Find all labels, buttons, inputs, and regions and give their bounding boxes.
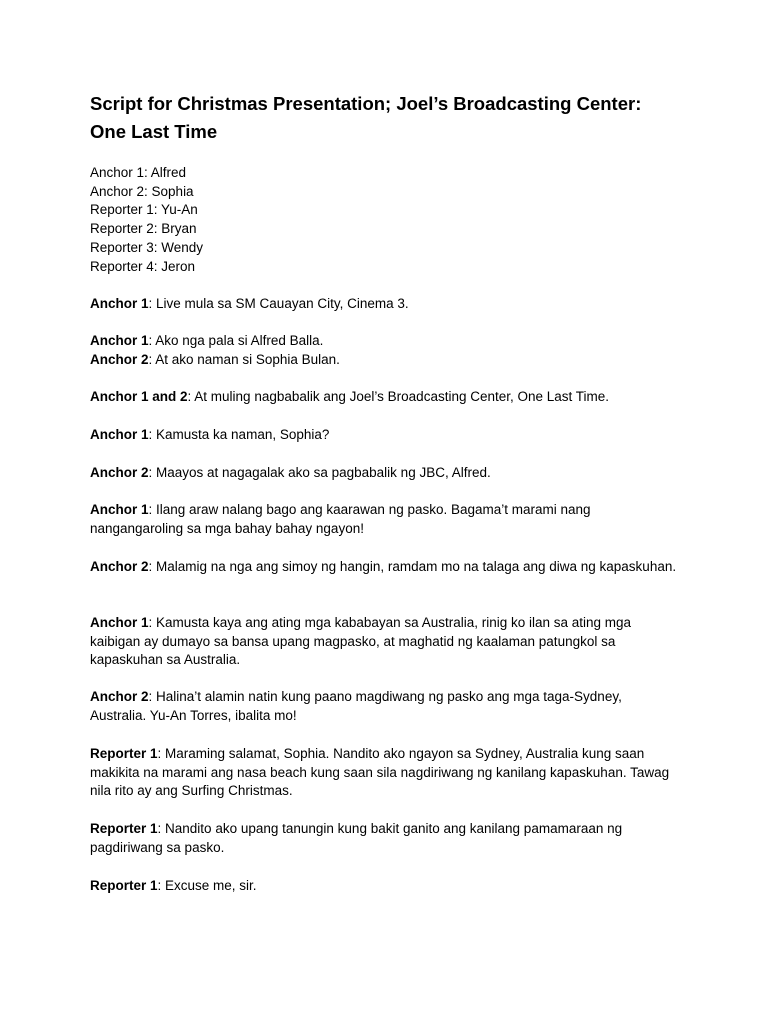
cast-item: Reporter 2: Bryan: [90, 221, 197, 237]
script-line: [90, 745, 680, 801]
speaker-name: Reporter 1: [90, 878, 158, 893]
cast-item: Anchor 2: Sophia: [90, 183, 194, 199]
speaker-name: Reporter 1: [90, 821, 158, 836]
speaker-name: Anchor 2: [90, 465, 149, 480]
line-text: : Excuse me, sir.: [157, 878, 257, 893]
cast-item: Reporter 3: Wendy: [90, 239, 204, 255]
speaker-name: Anchor 2: [90, 689, 149, 704]
cast-list: [90, 164, 203, 276]
speaker-name: Anchor 1: [90, 615, 149, 630]
line-text: : Kamusta ka naman, Sophia?: [148, 427, 330, 442]
script-line: [90, 558, 680, 577]
line-text: : Halina’t alamin natin kung paano magdiwang ng pasko ang mga taga-Sydney, Australia. Yu-An Torres, ibalita mo!: [90, 689, 622, 723]
script-line: [90, 820, 680, 857]
line-text: : Ako nga pala si Alfred Balla.: [148, 333, 324, 348]
speaker-name: Anchor 2: [90, 559, 149, 574]
line-text: : Nandito ako upang tanungin kung bakit ganito ang kanilang pamamaraan ng pagdiriwang sa pasko.: [90, 821, 623, 855]
line-text: : Ilang araw nalang bago ang kaarawan ng pasko. Bagama’t marami nang nangangaroling sa mga bahay bahay ngayon!: [90, 502, 591, 536]
speaker-name: Anchor 2: [90, 352, 149, 367]
script-line: [90, 351, 680, 370]
script-line: [90, 877, 680, 896]
speaker-name: Reporter 1: [90, 746, 158, 761]
speaker-name: Anchor 1: [90, 296, 149, 311]
document-title: Script for Christmas Presentation; Joel’s Broadcasting Center: One Last Time: [90, 93, 642, 142]
speaker-name: Anchor 1: [90, 502, 149, 517]
line-text: : At ako naman si Sophia Bulan.: [148, 352, 340, 367]
script-line: [90, 426, 680, 445]
script-line: [90, 614, 680, 670]
line-text: : Live mula sa SM Cauayan City, Cinema 3.: [148, 296, 409, 311]
script-line: [90, 464, 680, 483]
line-text: : Maraming salamat, Sophia. Nandito ako ngayon sa Sydney, Australia kung saan makikita na marami ang nasa beach kung saan sila nagdiriwang ng kanilang kapaskuhan. Tawag nila rito ay ang Surfing Christmas.: [90, 746, 670, 799]
speaker-name: Anchor 1 and 2: [90, 389, 188, 404]
cast-item: Reporter 4: Jeron: [90, 258, 196, 274]
cast-item: Anchor 1: Alfred: [90, 165, 187, 180]
line-text: : At muling nagbabalik ang Joel’s Broadcasting Center, One Last Time.: [187, 389, 610, 404]
script-line: [90, 388, 680, 407]
line-text: : Malamig na nga ang simoy ng hangin, ramdam mo na talaga ang diwa ng kapaskuhan.: [148, 559, 677, 574]
cast-item: Reporter 1: Yu-An: [90, 202, 198, 218]
script-line: [90, 688, 680, 725]
speaker-name: Anchor 1: [90, 427, 149, 442]
script-line: [90, 295, 680, 314]
script-line: [90, 501, 680, 538]
line-text: : Maayos at nagagalak ako sa pagbabalik ng JBC, Alfred.: [148, 465, 491, 480]
line-text: : Kamusta kaya ang ating mga kababayan sa Australia, rinig ko ilan sa ating mga kaibigan ay dumayo sa bansa upang magpasko, at maghatid ng kaalaman patungkol sa kapaskuhan sa Australia.: [90, 615, 632, 668]
script-line: [90, 332, 680, 351]
speaker-name: Anchor 1: [90, 333, 149, 348]
